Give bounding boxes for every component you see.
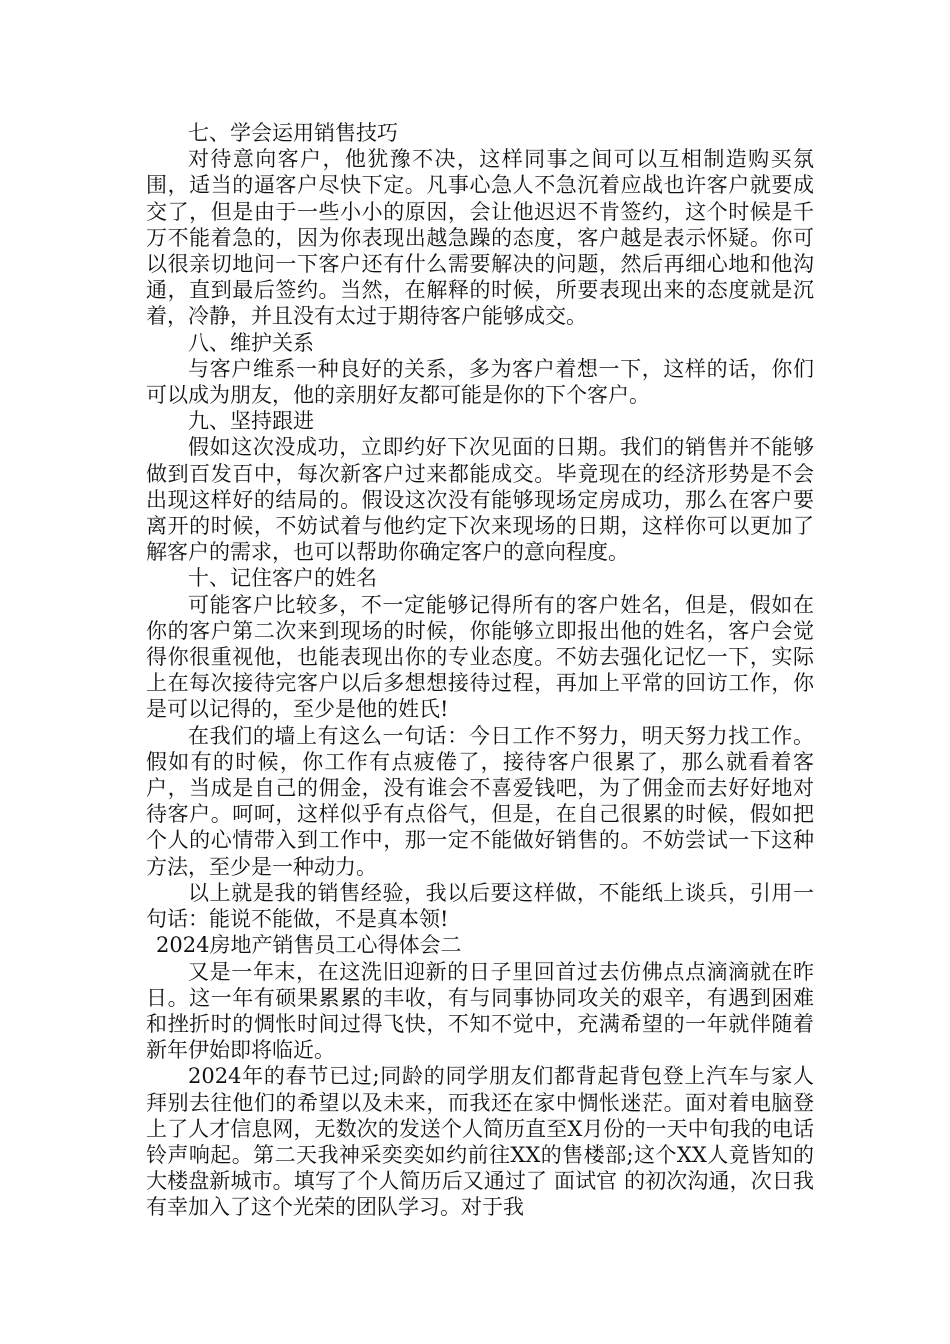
paragraph-follow-up: 假如这次没成功，立即约好下次见面的日期。我们的销售并不能够做到百发百中，每次新客户过来都能成交。毕竟现在的经济形势是不会出现这样好的结局的。假设这次没有能够现场定房成功，那么在客户要离开的时候，不妨试着与他约定下次来现场的日期，这样你可以更加了解客户的需求，也可以帮助你确定客户的意向程度。 xyxy=(146,435,814,565)
document-title-part-two: 2024房地产销售员工心得体会二 xyxy=(156,933,462,958)
paragraph-maintain-relations: 与客户维系一种良好的关系，多为客户着想一下，这样的话，你们可以成为朋友，他的亲朋好友都可能是你的下个客户。 xyxy=(146,356,814,408)
paragraph-year-end: 又是一年末，在这洗旧迎新的日子里回首过去仿佛点点滴滴就在昨日。这一年有硕果累累的丰收，有与同事协同攻关的艰辛，有遇到困难和挫折时的惆怅时间过得飞快，不知不觉中，充满希望的一年就伴随着新年伊始即将临近。 xyxy=(146,959,814,1063)
paragraph-sales-skills: 对待意向客户，他犹豫不决，这样同事之间可以互相制造购买氛围，适当的逼客户尽快下定。凡事心急人不急沉着应战也许客户就要成交了，但是由于一些小小的原因，会让他迟迟不肯签约，这个时候是千万不能着急的，因为你表现出越急躁的态度，客户越是表示怀疑。你可以很亲切地问一下客户还有什么需要解决的问题，然后再细心地和他沟通，直到最后签约。当然，在解释的时候，所要表现出来的态度就是沉着，冷静，并且没有太过于期待客户能够成交。 xyxy=(146,147,814,329)
section-heading-9: 九、坚持跟进 xyxy=(188,409,314,434)
paragraph-spring-festival: 2024年的春节已过;同龄的同学朋友们都背起背包登上汽车与家人拜别去往他们的希望以及未来，而我还在家中惆怅迷茫。面对着电脑登上了人才信息网，无数次的发送个人简历直至X月份的一天中旬我的电话铃声响起。第二天我神采奕奕如约前往XX的售楼部;这个XX人竟皆知的大楼盘新城市。填写了个人简历后又通过了 面试官 的初次沟通，次日我有幸加入了这个光荣的团队学习。对于我 xyxy=(146,1064,814,1220)
section-heading-8: 八、维护关系 xyxy=(188,330,314,355)
paragraph-wall-motto: 在我们的墙上有这么一句话：今日工作不努力，明天努力找工作。假如有的时候，你工作有点疲倦了，接待客户很累了，那么就看着客户，当成是自己的佣金，没有谁会不喜爱钱吧，为了佣金而去好好地对待客户。呵呵，这样似乎有点俗气，但是，在自己很累的时候，假如把个人的心情带入到工作中，那一定不能做好销售的。不妨尝试一下这种方法，至少是一种动力。 xyxy=(146,723,814,879)
section-heading-7: 七、学会运用销售技巧 xyxy=(188,121,398,145)
paragraph-conclusion: 以上就是我的销售经验，我以后要这样做，不能纸上谈兵，引用一句话：能说不能做，不是真本领! xyxy=(146,880,814,932)
paragraph-remember-names: 可能客户比较多，不一定能够记得所有的客户姓名，但是，假如在你的客户第二次来到现场的时候，你能够立即报出他的姓名，客户会觉得你很重视他，也能表现出你的专业态度。不妨去强化记忆一下，实际上在每次接待完客户以后多想想接待过程，再加上平常的回访工作，你是可以记得的，至少是他的姓氏! xyxy=(146,592,814,722)
document-body xyxy=(146,120,814,1221)
section-heading-10: 十、记住客户的姓名 xyxy=(188,566,377,591)
